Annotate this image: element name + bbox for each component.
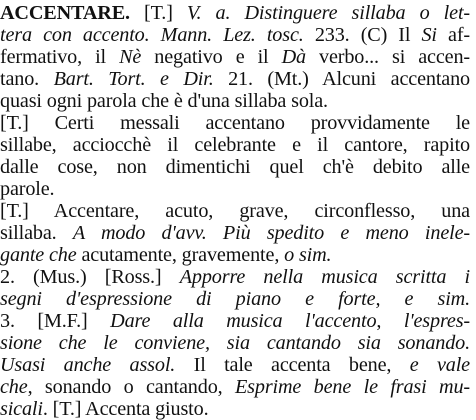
body-text: 3. [M.F.] [0, 310, 111, 332]
headword: ACCENTARE. [0, 2, 130, 24]
entry-line [0, 266, 470, 288]
body-text: dalle cose, non dimentichi quel ch'è debito alle [0, 156, 470, 178]
entry-line [0, 134, 470, 156]
body-text: 2. (Mus.) [Ross.] [0, 266, 180, 288]
entry-line [0, 24, 470, 46]
body-text: , [376, 310, 404, 332]
body-text: [T.] Accentare, acuto, grave, circonflesso, una [0, 200, 470, 222]
italic-text: Usasi anche assol. [0, 354, 176, 376]
italic-text: A modo d'avv. Più spedito e meno inele- [72, 222, 470, 244]
italic-text: gante che [0, 244, 77, 266]
entry-line [0, 222, 470, 244]
italic-text: sicali [0, 398, 43, 420]
entry-line [0, 68, 470, 90]
entry-line [0, 112, 470, 134]
body-text: verbo... si accen- [305, 46, 470, 68]
body-text: Il tale accenta bene, [175, 354, 410, 376]
body-text: fermativo, il [0, 46, 120, 68]
entry-line [0, 200, 470, 222]
italic-text: sione che le conviene, sia cantando sia sonando. [0, 332, 470, 354]
italic-text: e vale [409, 354, 470, 376]
body-text: [T.] Certi messali accentano provvidamente le [0, 112, 470, 134]
entry-line [0, 156, 470, 178]
body-text: parole. [0, 178, 55, 200]
italic-text: Esprime bene le frasi mu- [234, 376, 470, 398]
body-text: sillaba. [0, 222, 73, 244]
italic-text: Bart. Tort. e Dir. [53, 68, 214, 90]
body-text: negativo e il [141, 46, 282, 68]
italic-text: Si [421, 24, 437, 46]
body-text: 21. (Mt.) Alcuni accentano [213, 68, 470, 90]
entry-line [0, 2, 470, 24]
entry-line [0, 178, 470, 200]
body-text: af- [436, 24, 470, 46]
entry-line [0, 288, 470, 310]
italic-text: Dare alla musica l'accento [110, 310, 377, 332]
italic-text: V. a. Distinguere sillaba o let- [186, 2, 470, 24]
italic-text: segni d'espressione di piano e forte, e sim. [0, 288, 470, 310]
italic-text: l'espres- [403, 310, 470, 332]
italic-text: o sim. [284, 244, 332, 266]
entry-line [0, 90, 470, 112]
italic-text: tera con accento. Mann. Lez. tosc. [0, 24, 304, 46]
entry-line [0, 376, 470, 398]
body-text: [T.] [129, 2, 187, 24]
body-text: acutamente, gravemente, [76, 244, 285, 266]
body-text: 233. (C) Il [303, 24, 422, 46]
italic-text: Dà [281, 46, 306, 68]
entry-line [0, 398, 470, 420]
entry-line [0, 310, 470, 332]
body-text: quasi ogni parola che è d'una sillaba sola. [0, 90, 328, 112]
entry-line [0, 244, 470, 266]
body-text: , sonando o cantando, [27, 376, 235, 398]
body-text: . [T.] Accenta giusto. [42, 398, 209, 420]
entry-line [0, 46, 470, 68]
italic-text: che [0, 376, 28, 398]
entry-line [0, 354, 470, 376]
body-text: tano. [0, 68, 54, 90]
italic-text: Apporre nella musica scritta i [179, 266, 470, 288]
entry-line [0, 332, 470, 354]
body-text: sillabe, acciocchè il celebrante e il cantore, rapito [0, 134, 470, 156]
italic-text: Nè [119, 46, 142, 68]
